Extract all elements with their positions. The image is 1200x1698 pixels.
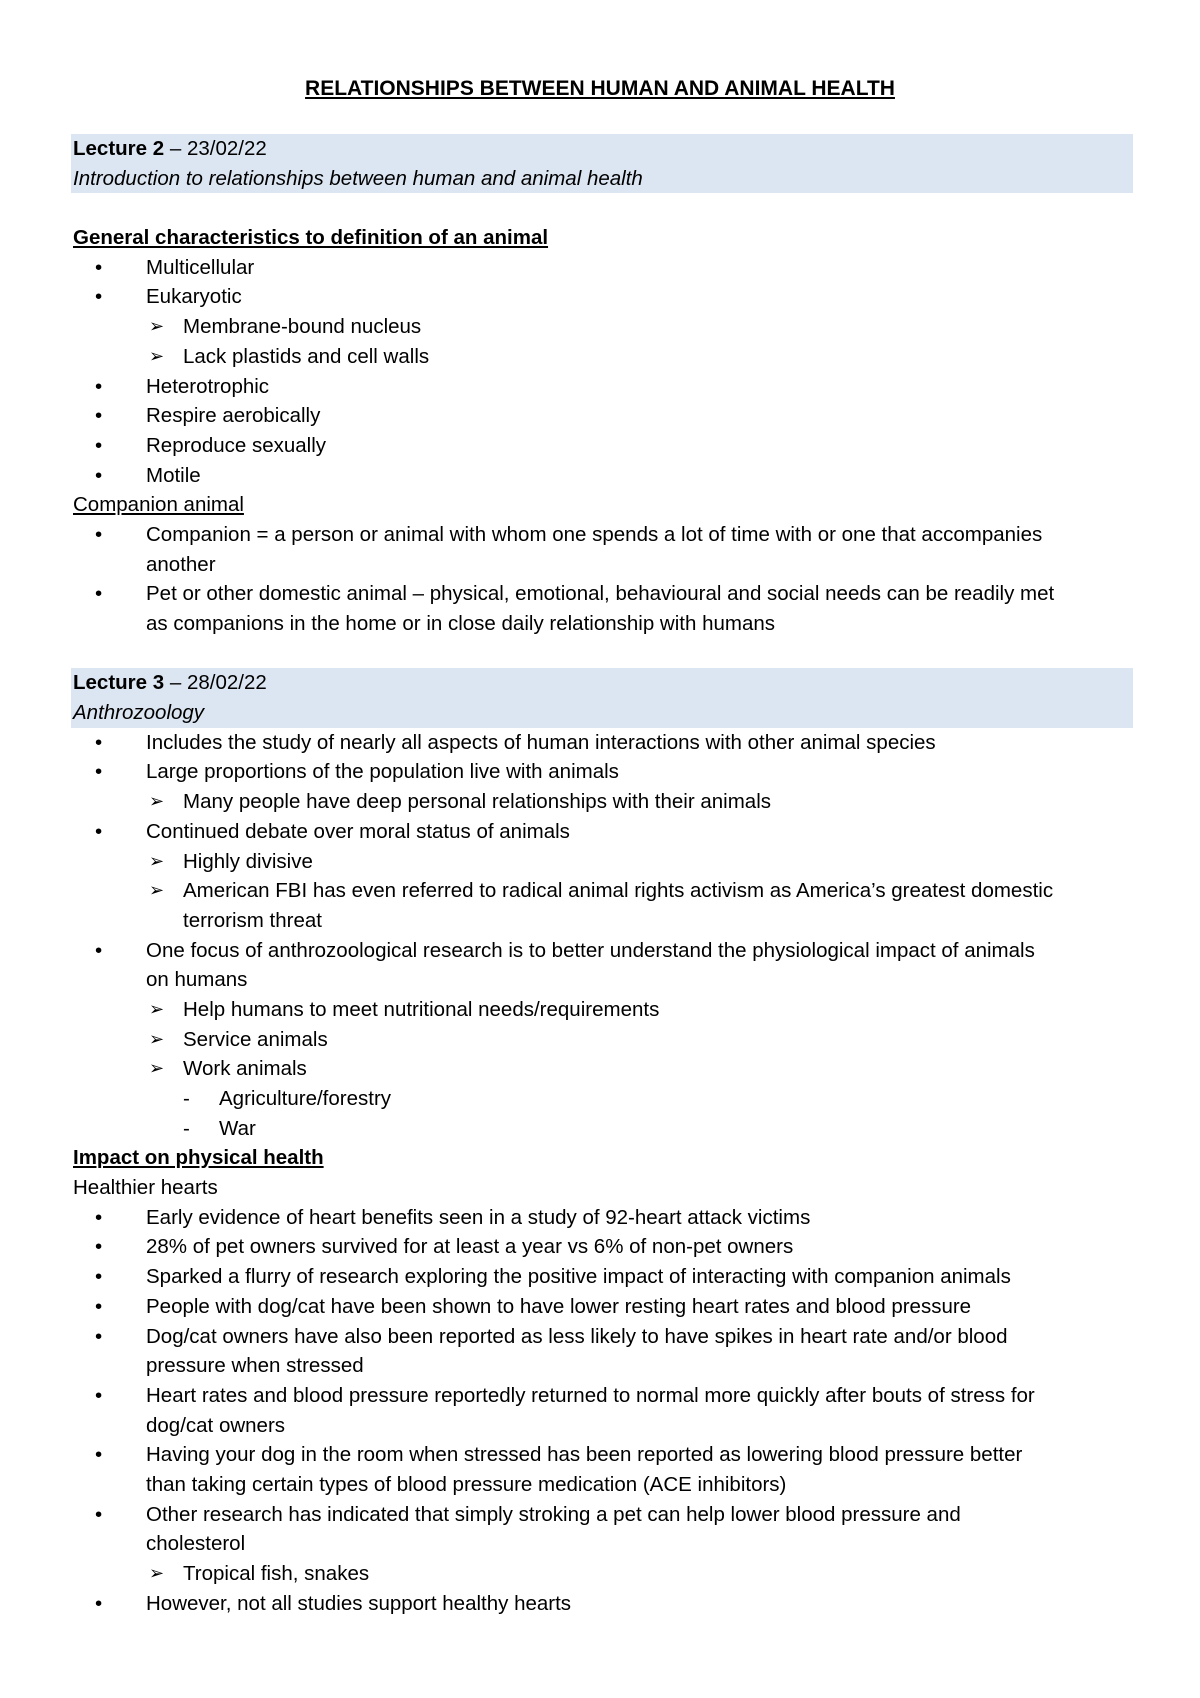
- list-item: - War: [73, 1114, 1133, 1144]
- arrow-bullet-icon: ➢: [149, 998, 165, 1019]
- lecture-3-header: [71, 668, 1133, 727]
- bullet-icon: •: [95, 938, 103, 962]
- bullet-icon: •: [95, 1591, 103, 1615]
- list-item: • Includes the study of nearly all aspects of human interactions with other animal species: [73, 728, 1133, 758]
- dash-bullet-icon: -: [183, 1116, 190, 1140]
- bullet-icon: •: [95, 522, 103, 546]
- general-characteristics-heading: General characteristics to definition of an animal: [73, 226, 549, 250]
- list-item: - Agriculture/forestry: [73, 1084, 1133, 1114]
- list-item: ➢ Many people have deep personal relationships with their animals: [73, 787, 1133, 817]
- list-item: • Large proportions of the population live with animals: [73, 757, 1133, 787]
- bullet-icon: •: [95, 582, 103, 606]
- bullet-icon: •: [95, 374, 103, 398]
- arrow-bullet-icon: ➢: [149, 791, 165, 812]
- list-item: • Heterotrophic: [73, 372, 1133, 402]
- bullet-icon: •: [95, 1443, 103, 1467]
- lecture-2-label: Lecture 2: [73, 137, 165, 160]
- list-item: • Multicellular: [73, 253, 1133, 283]
- bullet-icon: •: [95, 1294, 103, 1318]
- list-item: • Sparked a flurry of research exploring the positive impact of interacting with companion animals: [73, 1262, 1133, 1292]
- arrow-bullet-icon: ➢: [149, 880, 165, 901]
- arrow-bullet-icon: ➢: [149, 1028, 165, 1049]
- list-item: ➢ Lack plastids and cell walls: [73, 342, 1133, 372]
- list-item: • Companion = a person or animal with whom one spends a lot of time with or one that accompanies: [73, 520, 1133, 550]
- list-item: • Eukaryotic: [73, 282, 1133, 312]
- bullet-icon: •: [95, 760, 103, 784]
- list-item: ➢ American FBI has even referred to radical animal rights activism as America’s greatest domestic: [73, 876, 1133, 906]
- bullet-icon: •: [95, 255, 103, 279]
- list-item-continuation: as companions in the home or in close daily relationship with humans: [146, 612, 776, 635]
- companion-animal-heading: Companion animal: [73, 493, 244, 517]
- bullet-icon: •: [95, 404, 103, 428]
- list-item: • Having your dog in the room when stressed has been reported as lowering blood pressure better: [73, 1440, 1133, 1470]
- bullet-icon: •: [95, 1502, 103, 1526]
- arrow-bullet-icon: ➢: [149, 850, 165, 871]
- physical-health-heading: Impact on physical health: [73, 1146, 324, 1170]
- arrow-bullet-icon: ➢: [149, 1058, 165, 1079]
- bullet-icon: •: [95, 1265, 103, 1289]
- lecture-2-subtitle: Introduction to relationships between human and animal health: [73, 166, 643, 190]
- bullet-icon: •: [95, 1324, 103, 1348]
- bullet-icon: •: [95, 463, 103, 487]
- list-item-continuation: than taking certain types of blood pressure medication (ACE inhibitors): [146, 1472, 787, 1496]
- list-item: • Respire aerobically: [73, 401, 1133, 431]
- lecture-2-date: – 23/02/22: [164, 137, 267, 160]
- list-item: • Heart rates and blood pressure reportedly returned to normal more quickly after bouts of stress for: [73, 1381, 1133, 1411]
- list-item: • Pet or other domestic animal – physical, emotional, behavioural and social needs can be readily met: [73, 579, 1133, 609]
- arrow-bullet-icon: ➢: [149, 316, 165, 337]
- list-item-continuation: another: [146, 552, 216, 576]
- arrow-bullet-icon: ➢: [149, 345, 165, 366]
- list-item: • Continued debate over moral status of animals: [73, 817, 1133, 847]
- list-item: • 28% of pet owners survived for at least a year vs 6% of non-pet owners: [73, 1232, 1133, 1262]
- list-item: • Other research has indicated that simply stroking a pet can help lower blood pressure and: [73, 1500, 1133, 1530]
- list-item: • Motile: [73, 461, 1133, 491]
- lecture-3-date: – 28/02/22: [164, 671, 267, 695]
- lecture-3-subtitle: Anthrozoology: [73, 701, 205, 725]
- list-item: ➢ Help humans to meet nutritional needs/requirements: [73, 995, 1133, 1025]
- bullet-icon: •: [95, 819, 103, 843]
- list-item-continuation: cholesterol: [146, 1532, 246, 1556]
- lecture-2-header: [71, 134, 1133, 193]
- list-item: ➢ Service animals: [73, 1025, 1133, 1055]
- list-item: • People with dog/cat have been shown to have lower resting heart rates and blood pressure: [73, 1292, 1133, 1322]
- list-item: • Dog/cat owners have also been reported as less likely to have spikes in heart rate and/or blood: [73, 1322, 1133, 1352]
- physical-health-subheading: Healthier hearts: [73, 1176, 218, 1200]
- bullet-icon: •: [95, 285, 103, 309]
- list-item: • Early evidence of heart benefits seen in a study of 92-heart attack victims: [73, 1203, 1133, 1233]
- list-item: • However, not all studies support healthy hearts: [73, 1589, 1133, 1619]
- bullet-icon: •: [95, 1235, 103, 1259]
- dash-bullet-icon: -: [183, 1087, 190, 1110]
- arrow-bullet-icon: ➢: [149, 1563, 165, 1583]
- list-item: ➢ Membrane-bound nucleus: [73, 312, 1133, 342]
- bullet-icon: •: [95, 730, 103, 754]
- list-item: • One focus of anthrozoological research is to better understand the physiological impact of animals: [73, 936, 1133, 966]
- list-item: ➢ Tropical fish, snakes: [73, 1559, 1133, 1589]
- list-item-continuation: dog/cat owners: [146, 1413, 286, 1437]
- bullet-icon: •: [95, 1383, 103, 1407]
- list-item-continuation: pressure when stressed: [146, 1354, 364, 1378]
- bullet-icon: •: [95, 433, 103, 457]
- list-item-continuation: terrorism threat: [183, 908, 322, 932]
- document-title: RELATIONSHIPS BETWEEN HUMAN AND ANIMAL HEALTH: [305, 77, 895, 100]
- bullet-icon: •: [95, 1205, 103, 1229]
- list-item: ➢ Highly divisive: [73, 847, 1133, 877]
- list-item-continuation: on humans: [146, 968, 248, 992]
- document-body: [73, 134, 1133, 1618]
- lecture-3-label: Lecture 3: [73, 671, 165, 695]
- list-item: ➢ Work animals: [73, 1054, 1133, 1084]
- list-item: • Reproduce sexually: [73, 431, 1133, 461]
